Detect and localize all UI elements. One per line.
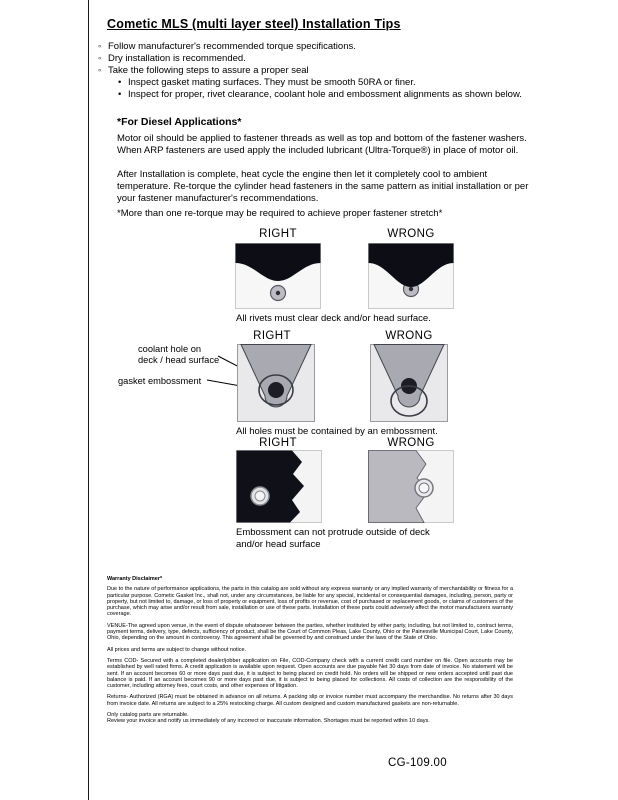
tip-text: Dry installation is recommended. [108, 53, 246, 64]
row3-wrong-label: WRONG [387, 437, 435, 449]
catalog-page-code: CG-109.00 [388, 757, 447, 769]
legal-paragraph: Returns- Authorized (RGA) must be obtained in advance on all returns. A packing slip or invoice number must accompany the merchandise. No returns after 30 days from invoice date. All returns are subject to a 25% restocking charge. All custom designed and custom manufactured gaskets are non-returnable. [107, 694, 513, 707]
legal-paragraph: Terms COD- Secured with a completed dealer/jobber application on File, COD-Company check with a current credit card number on file. Open accounts may be established by well rated firms. A credit application is available upon request. Open accounts are due payable Net 30 days from date of invoice. No statement will be sent. If an account becomes 60 or more days past due, it is subject to being placed on credit hold. No orders will be shipped or new orders accepted until past due balance is paid. If an account becomes 90 or more days past due, it is subject to being placed for collections. All costs of collection are the responsibility of the customer, including attorney fees, court costs, and other expenses of litigation. [107, 657, 513, 690]
diesel-paragraph-2: After Installation is complete, heat cycle the engine then let it completely cool to ambient temperature. Re-torque the cylinder head fasteners in the same pattern as initial installation or per your fastener manufacturer's recommendations. [117, 169, 529, 205]
page-title: Cometic MLS (multi layer steel) Installation Tips [107, 17, 401, 31]
legal-paragraph: Review your invoice and notify us immediately of any incorrect or inaccurate information. Shortages must be reported within 10 days. [107, 718, 430, 725]
tips-list [98, 41, 538, 101]
tip-item [98, 65, 538, 77]
tip-text: Inspect for proper, rivet clearance, coolant hole and embossment alignments as shown below. [128, 89, 522, 100]
row1-caption: All rivets must clear deck and/or head surface. [236, 313, 431, 324]
row1-wrong-label: WRONG [387, 228, 435, 240]
row2-right-label: RIGHT [253, 330, 291, 342]
legal-paragraph: Only catalog parts are returnable. [107, 712, 189, 719]
legal-paragraph: All prices and terms are subject to change without notice. [107, 646, 247, 653]
legal-disclaimer [107, 576, 513, 725]
legal-paragraph: Due to the nature of performance applications, the parts in this catalog are sold without any express warranty or any implied warranty of merchantability or fitness for a particular purpose. Cometic Gasket Inc., shall not, under any circumstances, be liable for any special, incidental or consequential damages, including, person, party or property, but not limited to, damage, or loss of property or equipment, loss of profits or revenue, cost of purchased or replacement goods, or claims of customers of the purchase, which may arise and/or result from sale, installation or use of these parts. Installation of these parts could adversely affect the motor manufacturers warranty coverage. [107, 586, 513, 618]
retorque-note: *More than one re-torque may be required to achieve proper fastener stretch* [117, 208, 443, 219]
embossment-wrong-diagram [370, 344, 448, 422]
protrusion-wrong-diagram [368, 450, 454, 523]
tip-item [98, 41, 538, 53]
row2-caption: All holes must be contained by an embossment. [236, 426, 438, 437]
row3-caption: Embossment can not protrude outside of deck and/or head surface [236, 527, 430, 550]
page-border-line [88, 0, 89, 800]
tip-sub-item [118, 89, 538, 101]
row2-wrong-label: WRONG [385, 330, 433, 342]
legal-paragraph: VENUE-The agreed upon venue, in the event of dispute whatsoever between the parties, whether instituted by either party, including, but not limited to, contract terms, payment terms, delivery, type, defects, sufficiency of product, shall be the Court of Common Pleas, Lake County, Ohio or the Painesville Municipal Court, Lake County, Ohio, depending on the amount in controversy. This agreement shall be governed by and construed under the laws of the State of Ohio. [107, 622, 513, 642]
tip-item [98, 53, 538, 65]
tip-text: Inspect gasket mating surfaces. They must be smooth 50RA or finer. [128, 77, 416, 88]
tip-text: Follow manufacturer's recommended torque specifications. [108, 41, 356, 52]
tip-sub-item [118, 77, 538, 89]
gasket-embossment-label: gasket embossment [118, 376, 202, 386]
diesel-applications-heading: *For Diesel Applications* [117, 116, 242, 128]
tip-text: Take the following steps to assure a proper seal [108, 65, 309, 76]
rivet-right-diagram [235, 243, 321, 309]
rivet-wrong-diagram [368, 243, 454, 309]
protrusion-right-diagram [236, 450, 322, 523]
row1-right-label: RIGHT [259, 228, 297, 240]
warranty-disclaimer-heading: Warranty Disclaimer* [107, 576, 163, 582]
embossment-right-diagram [237, 344, 315, 422]
row3-right-label: RIGHT [259, 437, 297, 449]
coolant-hole-label: coolant hole on deck / head surface [138, 344, 220, 365]
diesel-paragraph-1: Motor oil should be applied to fastener threads as well as top and bottom of the fastener washers. When ARP fasteners are used apply the included lubricant (Ultra-Torque®) in place of motor oil. [117, 133, 527, 157]
